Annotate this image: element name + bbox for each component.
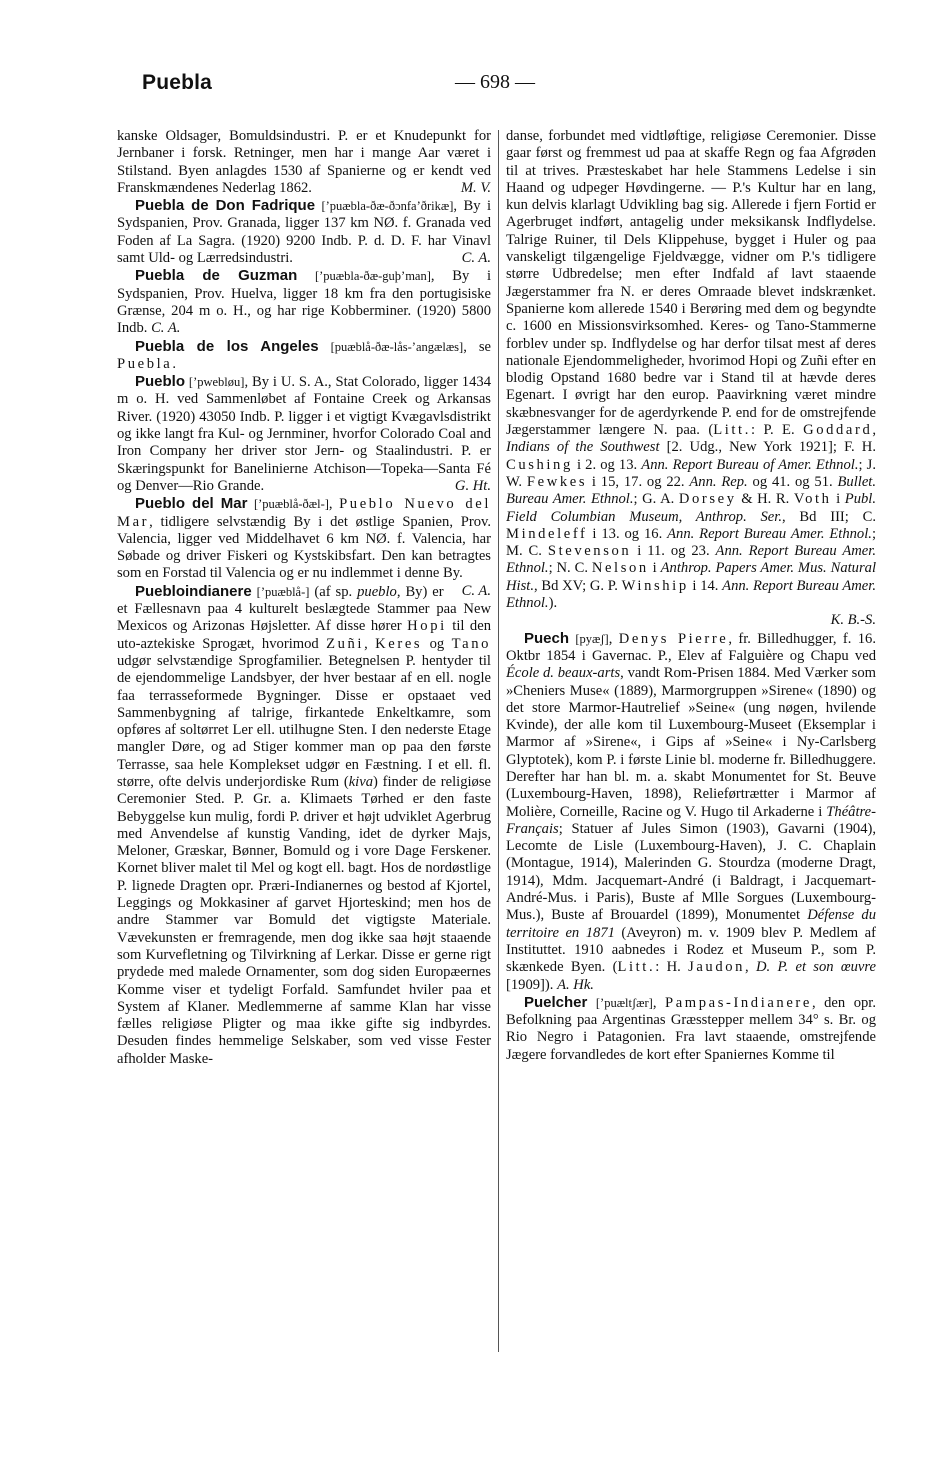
author-signature: C. A. — [461, 582, 491, 599]
continued-paragraph: danse, forbundet med vidtløftige, religiøse Ceremonier. Disse gaar først og fremmest ud paa at skaffe Regn og faa Afgrøden til at trives. Præsteskabet har hele Stammens Ledelse i sin Haand og udpeger Høvdingerne. — P.'s Kultur har en lang, kun delvis klarlagt Udvikling bag sig. Allerede i fjern Fortid er Agerbruget indført, antagelig under meksikansk Indflydelse. Talrige Ruiner, til Dels Klippehuse, bygget i Huler og paa vanskeligt tilgængelige Fjeldvægge, vidner om P.'s tidligere større Udbredelse; men efter Indfald af lavt staaende Jægerstammer fra N. er deres Omraade blevet indskrænket. Spanierne kom allerede 1540 i Berøring med dem og begyndte c. 1600 en Missionsvirksomhed. Keres- og Tano-Stammerne forblev under sp. Indflydelse og har derfor tilsat mest af deres nationale Ejendommeligheder, hvorimod Hopi og Zuñi efter en blodig Opstand 1680 bedre var i Stand til at hævde deres Egenart. I øvrigt har den europ. Paavirkning været mindre skæbnesvanger for de agerdyrkende P. end for de omstrejfende Jægerstammer længere N. paa. (Litt.: P. E. Goddard, Indians of the Southwest [2. Udg., New York 1921]; F. H. Cushing i 2. og 13. Ann. Report Bureau of Amer. Ethnol.; J. W. Fewkes i 15, 17. og 22. Ann. Rep. og 41. og 51. Bullet. Bureau Amer. Ethnol.; G. A. Dorsey & H. R. Voth i Publ. Field Columbian Museum, Anthrop. Ser., Bd III; C. Mindeleff i 13. og 16. Ann. Report Bureau Amer. Ethnol.; M. C. Stevenson i 11. og 23. Ann. Report Bureau Amer. Ethnol.; N. C. Nelson i Anthrop. Papers Amer. Mus. Natural Hist., Bd XV; G. P. Winship i 14. Ann. Report Bureau Amer. Ethnol.). K. B.-S. — [506, 128, 876, 629]
pronunciation: [ʼpuæblå-] — [256, 584, 310, 599]
continued-paragraph: kanske Oldsager, Bomuldsindustri. P. er et Knudepunkt for Jernbaner i forsk. Retninger, men har i mange Aar været i Stilstand. Byen anlagdes 1530 af Spanierne og er kendt ved Franskmændenes Nederlag 1862. M. V. — [117, 128, 491, 196]
entry-puelcher: Puelcher [ʼpuæltʃær], Pampas-Indianere, den opr. Befolkning paa Argentinas Græsstepper mellem 34° s. Br. og Rio Negro i Patagonien. Fra lavt staaende, omstrejfende Jægere forvandledes de kort efter Spaniernes Komme til — [506, 993, 876, 1063]
left-column — [117, 128, 491, 1448]
author-signature: K. B.-S. — [830, 612, 876, 629]
author-signature: A. Hk. — [557, 976, 594, 993]
right-column — [506, 128, 876, 1448]
entry-headword: Puebla de los Angeles — [135, 337, 319, 355]
alt-name: Pueblo Nuevo del Mar — [117, 496, 491, 530]
entry-headword: Puebloindianere — [135, 582, 252, 600]
entry-headword: Pueblo — [135, 373, 186, 391]
entry-puech: Puech [pyæʃ], Denys Pierre, fr. Billedhugger, f. 16. Oktbr 1854 i Gavernac. P., Elev af Falguière og Chapu ved École d. beaux-arts, vandt Rom-Prisen 1884. Med Værker som »Cheniers Muse« (1889), Marmorgruppen »Sirene« (1890) og det store Marmor-Hautrelief »Seine« (ung nøgen, hvilende Kvinde), der alle kom til Luxembourg-Museet (Eksemplar i Marmor af »Sirene«, i Gips af »Seine« i Ny-Carlsberg Glyptotek), kom P. i første Linie bl. moderne fr. Billedhuggere. Derefter har han bl. m. a. skabt Monumentet for St. Beuve (Luxembourg-Haven, 1898), Relieførtrætter i Marmor af Molière, Corneille, Racine og V. Hugo til Arkaderne i Théâtre-Français; Statuer af Jules Simon (1903), Gavarni (1904), Lecomte de Lisle (Luxembourg-Haven), J. C. Chaplain (Montague, 1914), Malerinden G. Stourdza (moderne Dragt, 1914), Mdm. Jacquemart-André (i Baldragt, i Jacquemart-André-Mus. i Paris), Buste af Mlle Sorgues (Luxembourg-Mus.), Buste af Brouardel (1899), Monumentet Défense du territoire en 1871 (Aveyron) m. v. 1909 blev P. Medlem af Instituttet. 1910 aabnedes i Rodez et Museum P., som P. skænkede Byen. (Litt.: H. Jaudon, D. P. et son œuvre [1909]). A. Hk. — [506, 629, 876, 993]
running-head-title: Puebla — [142, 71, 213, 94]
author-signature: M. V. — [460, 179, 491, 196]
entry-headword: Pueblo del Mar — [135, 495, 248, 513]
pronunciation: [ʼpuæltʃær] — [595, 995, 653, 1010]
entry-pueblo: Pueblo [ʼpwebløu], By i U. S. A., Stat Colorado, ligger 1434 m o. H. ved Sammenløbet af Fontaine Creek og Arkansas River. (1920) 43050 Indb. P. ligger i et vigtigt Kvægavlsdistrikt og ikke langt fra Kul- og Jernminer, hvorfor Colorado Coal and Iron Company her driver stor Jern- og Staalindustri. P. er Skæringspunkt for Banelinierne Atchison—Topeka—Santa Fé og Denver—Rio Grande. G. Ht. — [117, 373, 491, 494]
author-signature: C. A. — [151, 320, 181, 337]
entry-headword: Puech — [524, 629, 570, 647]
pronunciation: [ʼpuæblå-ðæl-] — [253, 497, 329, 512]
pronunciation: [ʼpwebløu] — [188, 375, 245, 390]
pronunciation: [pyæʃ] — [575, 631, 609, 646]
entry-pueblo-del-mar: Pueblo del Mar [ʼpuæblå-ðæl-], Pueblo Nuevo del Mar, tidligere selvstændig By i det østlige Spanien, Prov. Valencia, ligger ved Middelhavet 6 km NØ. f. Valencia, har Søbade og driver Fiskeri og Kystskibsfart. Den kan betragtes som en Forstad til Valencia og er nu indlemmet i denne By. C. A. — [117, 495, 491, 599]
entry-headword: Puelcher — [524, 993, 588, 1011]
entry-puebla-de-los-angeles: Puebla de los Angeles [puæblå-ðæ-lås-ʼangælæs], se Puebla. — [117, 337, 491, 372]
author-signature: G. Ht. — [454, 477, 491, 494]
pronunciation: [ʼpuæbla-ðæ-ðɔnfaʼðrikæ] — [321, 199, 454, 214]
cross-reference: Puebla — [117, 355, 173, 372]
entry-puebloindianere: Puebloindianere [ʼpuæblå-] (af sp. pueblo, By) er et Fællesnavn paa 4 kulturelt beslægtede Stammer paa New Mexicos og Arizonas Højsletter. Af disse hører Hopi til den uto-aztekiske Sprogæt, hvorimod Zuñi, Keres og Tano udgør selvstændige Sprogfamilier. Betegnelsen P. hentyder til de ejendommelige Landsbyer, der hver bestaar af en ell. nogle faa terrasseformede Bygninger. Disse er opstaaet ved Sammenbygning af talrige, firkantede Enkeltkamre, som opføres af soltørret Ler ell. utilhugne Sten. I den nederste Etage mangler Døre, og ad Stiger kommer man op paa den første Terrasse, saa hele Komplekset udgør en Fæstning. I et ell. fl. større, ofte delvis underjordiske Rum (kiva) finder de religiøse Ceremonier Sted. P. Gr. a. Klimaets Tørhed er den faste Bebyggelse kun mulig, fordi P. driver et højt udviklet Agerbrug med Anvendelse af kunstig Vanding, idet de dyrker Majs, Meloner, Græskar, Bønner, Bomuld og i vore Dage Ferskener. Kornet bliver malet til Mel og kogt ell. bagt. Hos de nordøstlige P. lignede Dragten opr. Præri-Indianernes og bestod af Kjortel, Leggings og Mokkasiner af garvet Hjorteskind; men hos de andre Stammer var Bomuld det vigtigste Materiale. Vævekunsten er fremragende, men dog ikke saa højt staaende som Kurvefletning og Tilvirkning af Lerkar. Disse er gerne rigt prydede med malede Ornamenter, som dog siden Europæernes Komme viser et tydeligt Forfald. Samfundet hviler paa et System af Klaner. Medlemmerne af samme Klan har visse fælles religiøse Pligter og maa ikke gifte sig indbyrdes. Desuden findes hemmelige Selskaber, som ved visse Fester afholder Maske- — [117, 582, 491, 1067]
author-signature: C. A. — [461, 250, 491, 267]
pronunciation: [ʼpuæbla-ðæ-guþʼman] — [314, 269, 431, 284]
page-number: — 698 — — [455, 71, 535, 93]
entry-headword: Puebla de Guzman — [135, 267, 298, 285]
entry-puebla-de-guzman: Puebla de Guzman [ʼpuæbla-ðæ-guþʼman], By i Sydspanien, Prov. Huelva, ligger 18 km fra den portugisiske Grænse, 204 m o. H., og har rige Kobberminer. (1920) 5800 Indb. C. A. — [117, 267, 491, 337]
entry-puebla-de-don-fadrique: Puebla de Don Fadrique [ʼpuæbla-ðæ-ðɔnfaʼðrikæ], By i Sydspanien, Prov. Granada, ligger 137 km NØ. f. Granada ved Foden af La Sagra. (1920) 9200 Indb. P. d. D. F. har Vinavl samt Uld- og Lærredsindustri. C. A. — [117, 197, 491, 267]
pronunciation: [puæblå-ðæ-lås-ʼangælæs] — [330, 339, 464, 354]
entry-headword: Puebla de Don Fadrique — [135, 197, 316, 215]
column-divider — [498, 130, 499, 1352]
